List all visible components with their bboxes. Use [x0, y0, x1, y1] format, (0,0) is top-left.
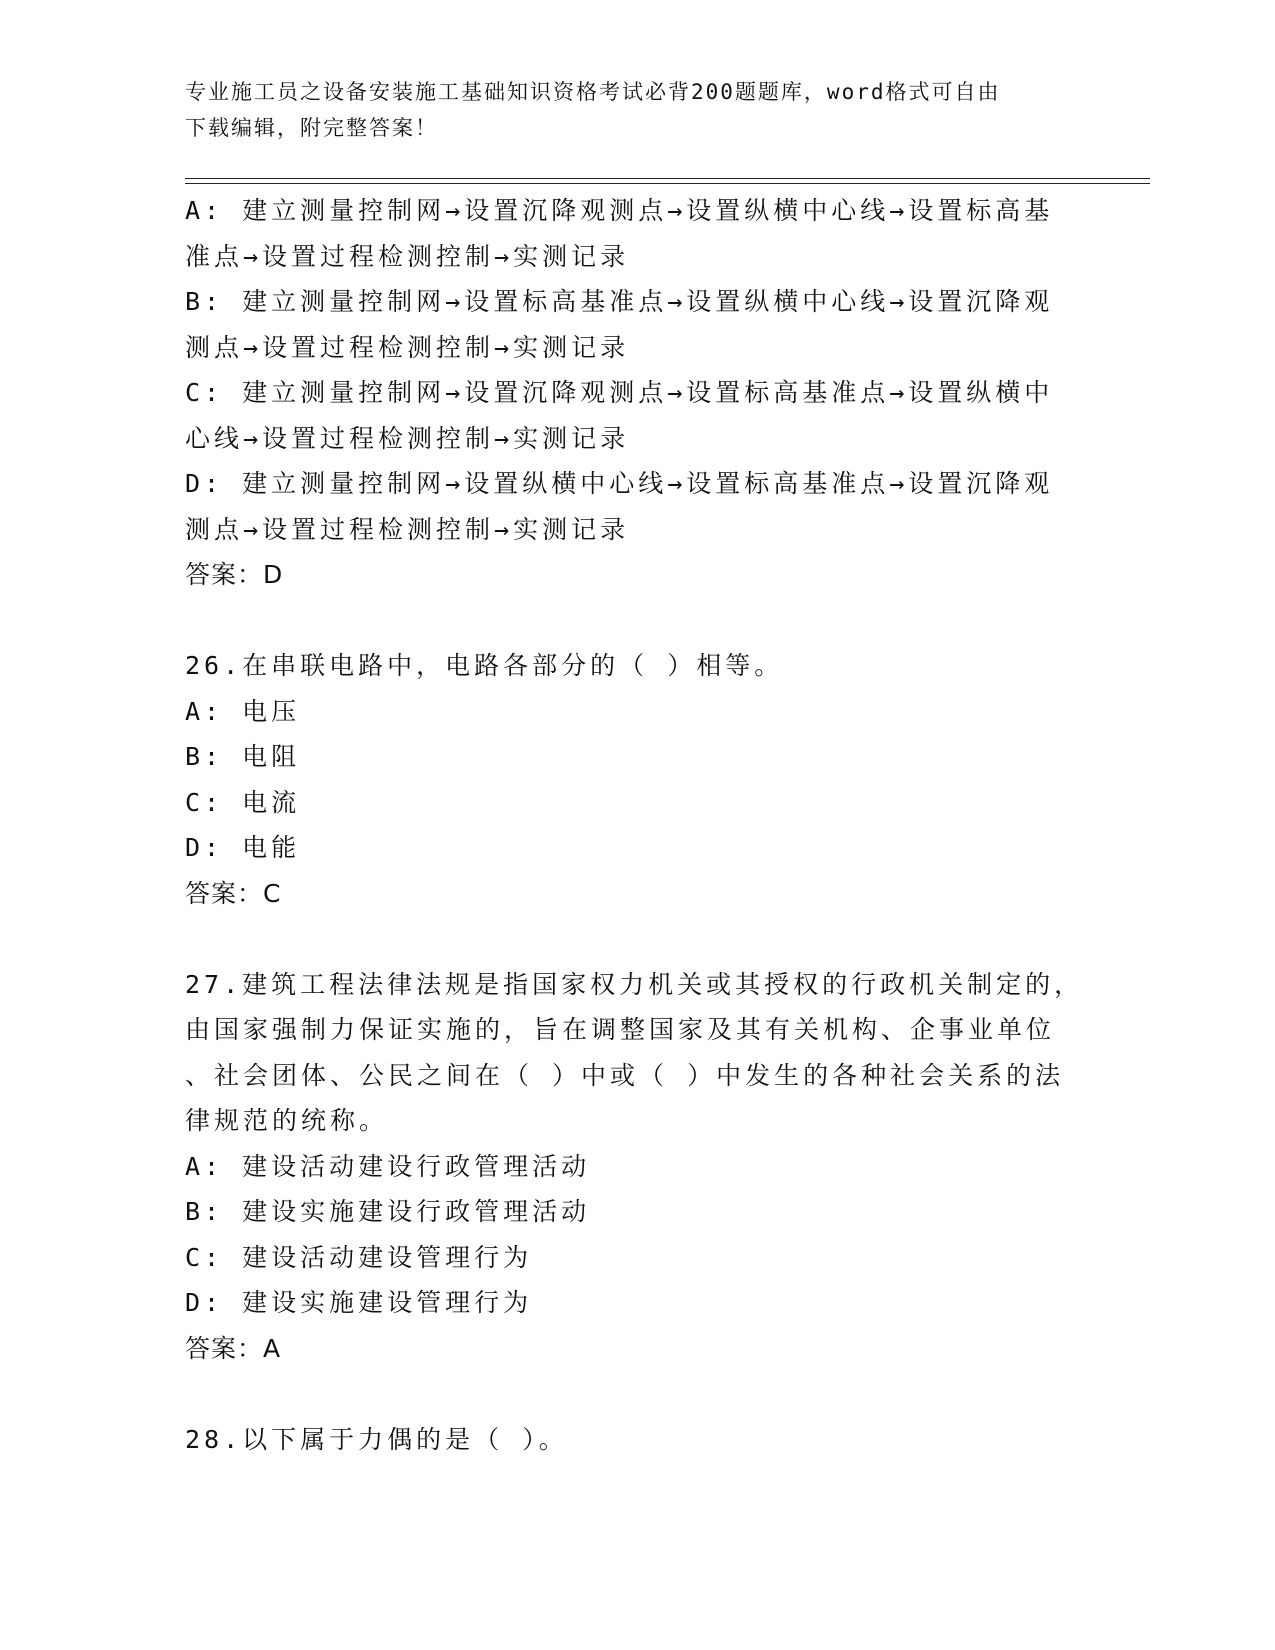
- option-d: D: 建设实施建设管理行为: [185, 1288, 533, 1317]
- question-27-stem-line: 由国家强制力保证实施的，旨在调整国家及其有关机构、企事业单位: [185, 1015, 1056, 1044]
- option-line: 准点→设置过程检测控制→实测记录: [185, 241, 630, 271]
- header-line-1: 专业施工员之设备安装施工基础知识资格考试必背200题题库，word格式可自由: [185, 80, 1001, 104]
- spacer: [185, 1371, 1075, 1417]
- question-27-stem-line: 27.建筑工程法律法规是指国家权力机关或其授权的行政机关制定的，: [185, 969, 1084, 999]
- header-double-rule: [185, 178, 1150, 184]
- option-line: 测点→设置过程检测控制→实测记录: [185, 332, 630, 362]
- spacer: [185, 916, 1075, 962]
- option-line: A: 建立测量控制网→设置沉降观测点→设置纵横中心线→设置标高基: [185, 196, 1054, 225]
- question-28: [185, 1417, 1075, 1463]
- question-28-stem: 28.以下属于力偶的是（ ）。: [185, 1424, 568, 1454]
- option-d: D: 电能: [185, 833, 301, 862]
- answer-26: 答案：C: [185, 878, 282, 908]
- question-27: [185, 962, 1084, 1372]
- option-a: A: 电压: [185, 696, 301, 726]
- question-26-stem: 26.在串联电路中，电路各部分的（ ）相等。: [185, 651, 784, 680]
- option-line: C: 建立测量控制网→设置沉降观测点→设置标高基准点→设置纵横中: [185, 378, 1054, 407]
- option-c: C: 建设活动建设管理行为: [185, 1242, 533, 1272]
- option-line: D: 建立测量控制网→设置纵横中心线→设置标高基准点→设置沉降观: [185, 469, 1054, 498]
- option-b: B: 建设实施建设行政管理活动: [185, 1197, 591, 1226]
- answer-27: 答案：A: [185, 1333, 282, 1363]
- option-b: B: 电阻: [185, 742, 301, 771]
- question-27-stem-line: 律规范的统称。: [185, 1106, 389, 1135]
- question-27-stem-line: 、社会团体、公民之间在（ ）中或（ ）中发生的各种社会关系的法: [185, 1060, 1065, 1090]
- option-c: C: 电流: [185, 787, 301, 817]
- spacer: [185, 598, 1075, 644]
- question-25-options: [185, 188, 1075, 598]
- answer-25: 答案：D: [185, 560, 284, 589]
- option-line: 心线→设置过程检测控制→实测记录: [185, 423, 630, 453]
- question-content: [185, 188, 1084, 1462]
- option-line: 测点→设置过程检测控制→实测记录: [185, 514, 630, 544]
- question-26: [185, 643, 1075, 916]
- header-line-2: 下载编辑，附完整答案！: [185, 116, 438, 140]
- page-header: [185, 74, 1065, 146]
- option-line: B: 建立测量控制网→设置标高基准点→设置纵横中心线→设置沉降观: [185, 287, 1054, 316]
- option-a: A: 建设活动建设行政管理活动: [185, 1151, 591, 1181]
